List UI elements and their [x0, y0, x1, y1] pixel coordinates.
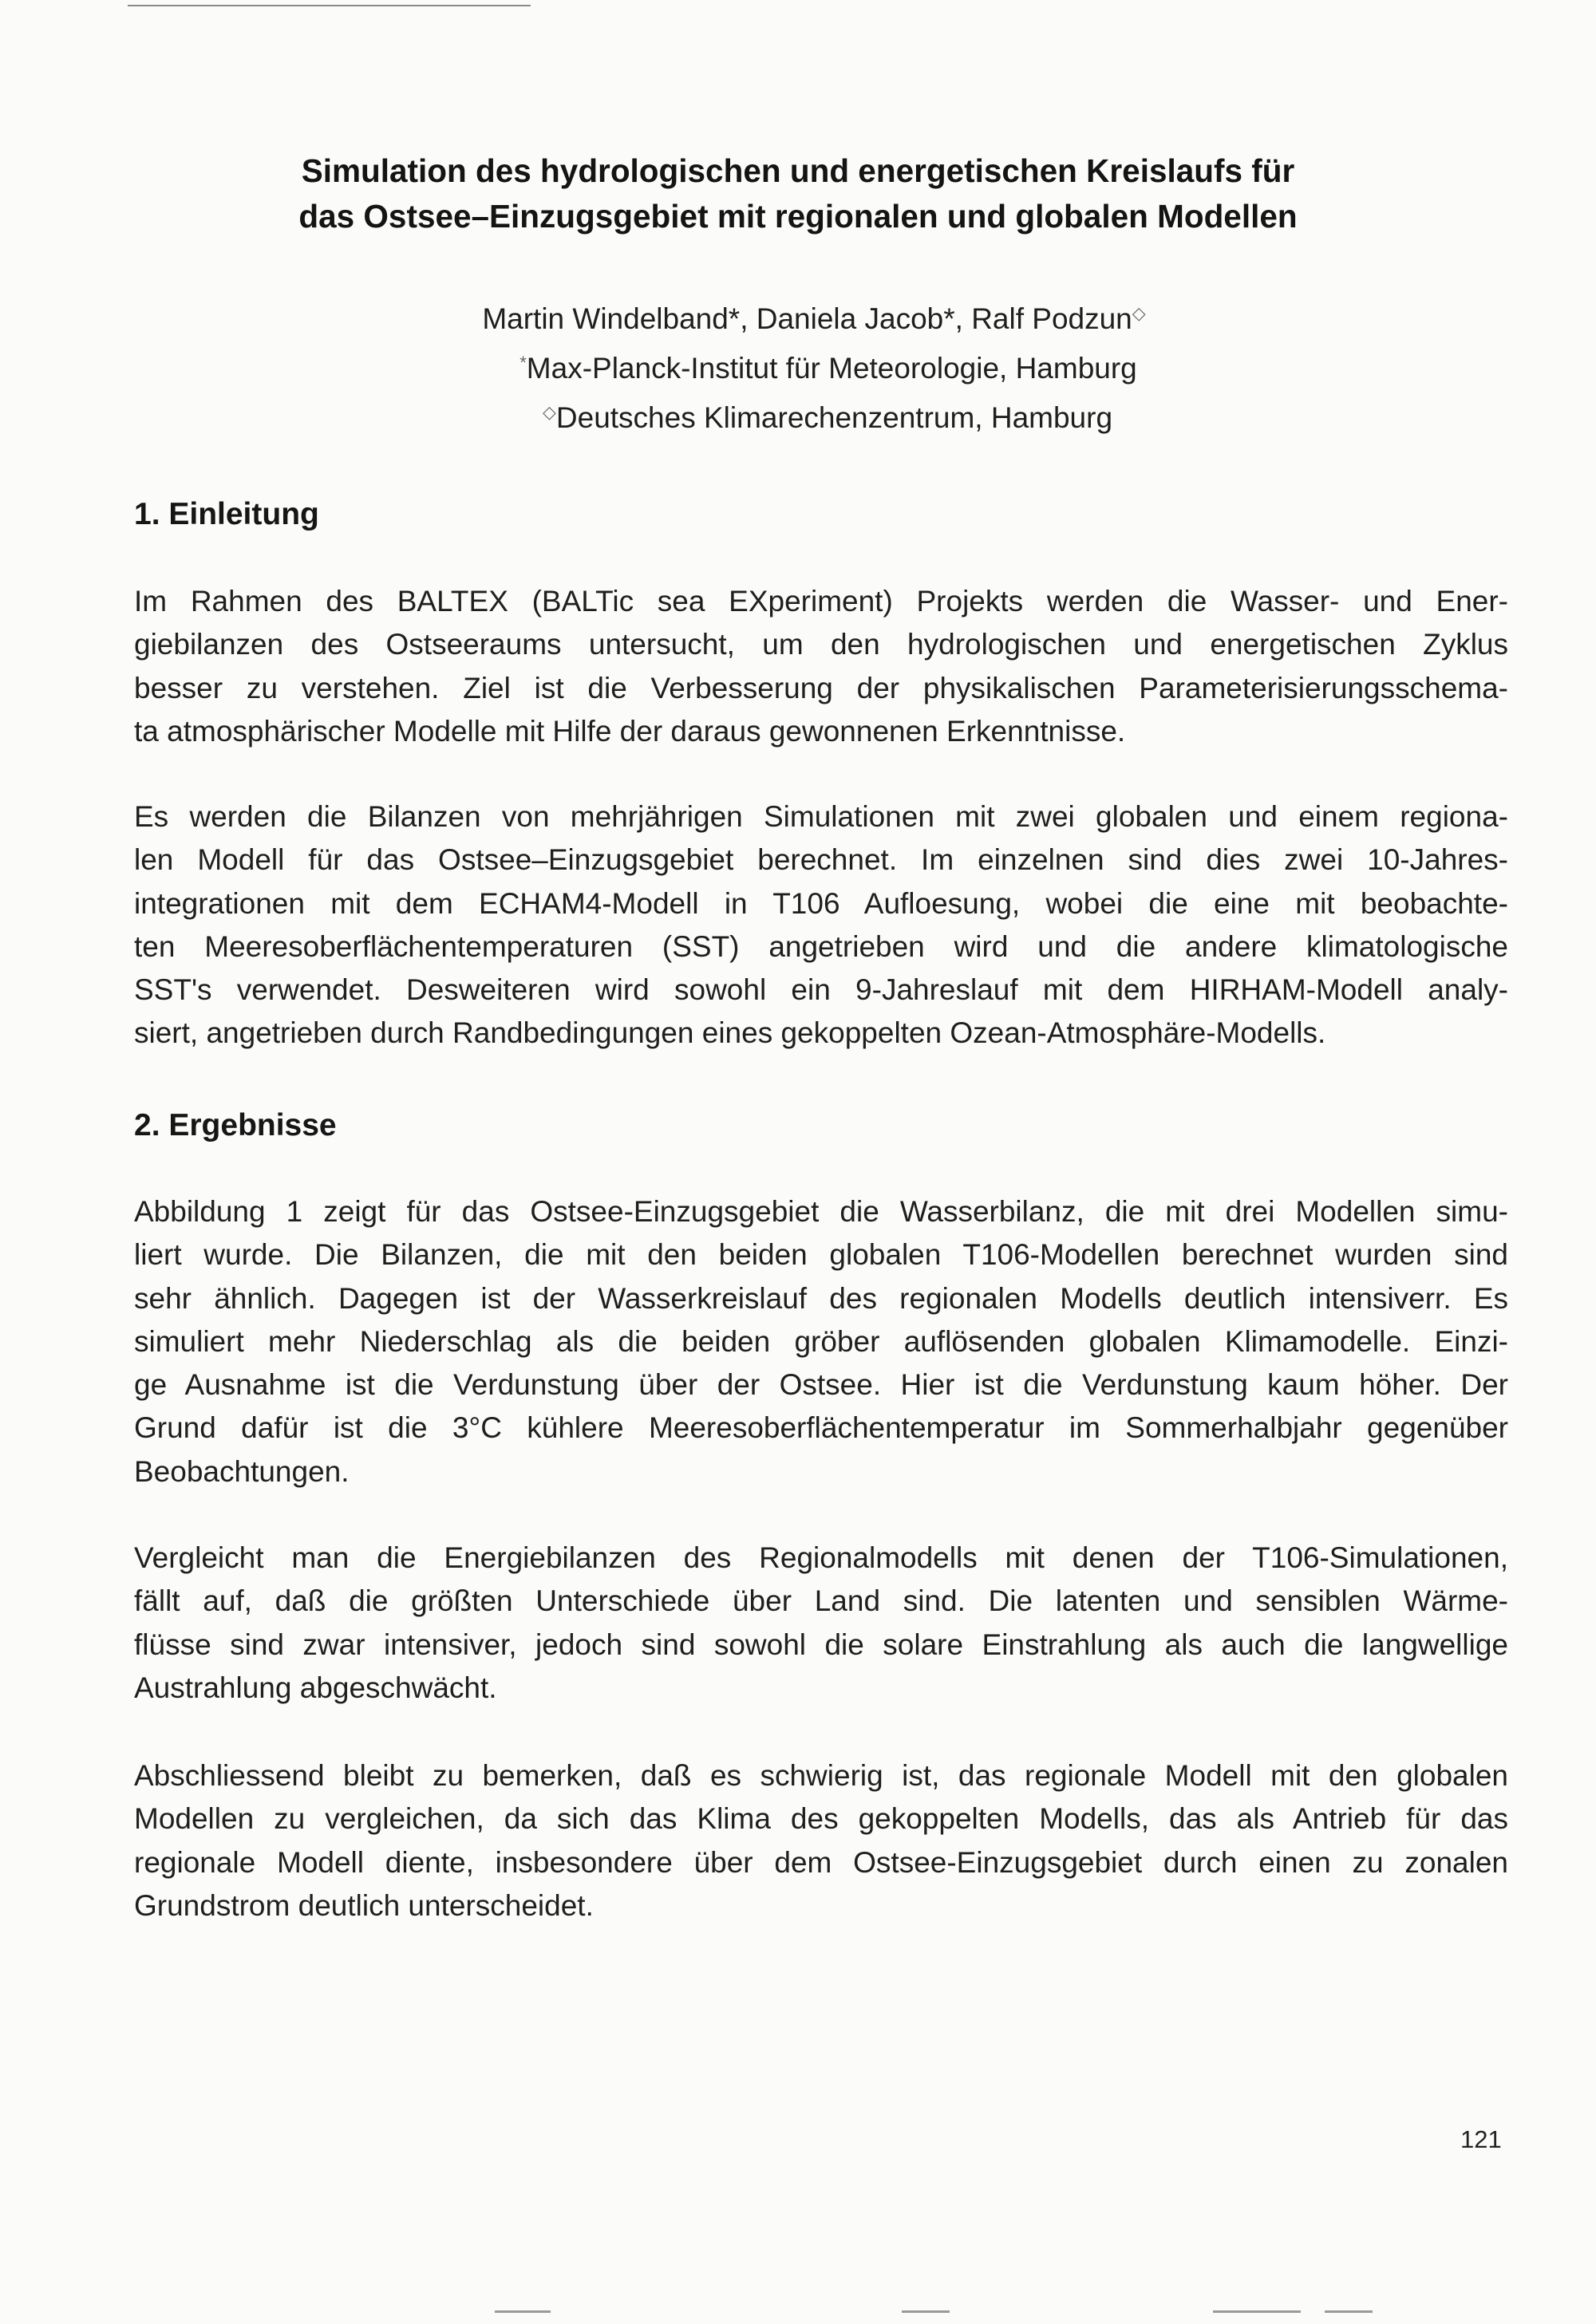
paper-title [0, 148, 1596, 239]
paragraph-einleitung-1 [134, 580, 1508, 753]
scan-mark [1213, 2310, 1301, 2313]
scan-mark [1325, 2310, 1373, 2313]
text-line: integrationen mit dem ECHAM4-Modell in T106 Aufloesung, wobei die eine mit beobachte- [134, 886, 1508, 920]
text-line: Beobachtungen. [134, 1454, 350, 1488]
text-line: Modellen zu vergleichen, da sich das Klima des gekoppelten Modells, das als Antrieb für das [134, 1802, 1508, 1836]
affiliation-1-line [61, 341, 1596, 390]
text-line: Abschliessend bleibt zu bemerken, daß es schwierig ist, das regionale Modell mit den globalen [134, 1759, 1508, 1792]
text-line: Vergleicht man die Energiebilanzen des Regionalmodells mit denen der T106-Simulationen, [134, 1541, 1508, 1574]
paragraph-ergebnisse-2 [134, 1537, 1508, 1710]
text-line: flüsse sind zwar intensiver, jedoch sind sowohl die solare Einstrahlung als auch die langwellige [134, 1628, 1508, 1661]
text-line: len Modell für das Ostsee–Einzugsgebiet berechnet. Im einzelnen sind dies zwei 10-Jahres- [134, 843, 1508, 877]
text-line: Es werden die Bilanzen von mehrjährigen Simulationen mit zwei globalen und einem regiona- [134, 800, 1508, 833]
section-heading-ergebnisse: 2. Ergebnisse [134, 1108, 337, 1142]
text-line: Austrahlung abgeschwächt. [134, 1671, 497, 1704]
author-block [0, 291, 1596, 440]
scan-edge-marks [0, 2310, 1596, 2315]
text-line: SST's verwendet. Desweiteren wird sowohl ein 9-Jahreslauf mit dem HIRHAM-Modell analy- [134, 973, 1508, 1007]
affiliation-mark-diamond: ◇ [542, 402, 556, 422]
paragraph-einleitung-2 [134, 795, 1508, 1055]
text-line: ge Ausnahme ist die Verdunstung über der Ostsee. Hier ist die Verdunstung kaum höher. Der [134, 1368, 1508, 1402]
text-line: ta atmosphärischer Modelle mit Hilfe der daraus gewonnenen Erkenntnisse. [134, 714, 1126, 748]
text-line: Im Rahmen des BALTEX (BALTic sea EXperiment) Projekts werden die Wasser- und Ener- [134, 585, 1508, 617]
affiliation-mark-diamond: ◇ [1132, 303, 1146, 323]
scan-mark [495, 2310, 551, 2313]
text-line: sehr ähnlich. Dagegen ist der Wasserkreislauf des regionalen Modells deutlich intensiverr. Es [134, 1281, 1508, 1315]
text-line: ten Meeresoberflächentemperaturen (SST) angetrieben wird und die andere klimatologische [134, 929, 1508, 963]
author-names-line [32, 291, 1596, 341]
text-line: Abbildung 1 zeigt für das Ostsee-Einzugsgebiet die Wasserbilanz, die mit drei Modellen simu- [134, 1195, 1508, 1228]
paragraph-ergebnisse-1 [134, 1190, 1508, 1493]
text-line: Grundstrom deutlich unterscheidet. [134, 1888, 594, 1922]
text-line: siert, angetrieben durch Randbedingungen eines gekoppelten Ozean-Atmosphäre-Modells. [134, 1016, 1326, 1050]
affiliation-1: Max-Planck-Institut für Meteorologie, Hamburg [526, 352, 1137, 385]
affiliation-2: Deutsches Klimarechenzentrum, Hamburg [555, 401, 1113, 434]
paragraph-ergebnisse-3 [134, 1754, 1508, 1927]
page-number: 121 [1460, 2125, 1502, 2153]
scan-mark [902, 2310, 950, 2313]
text-line: besser zu verstehen. Ziel ist die Verbesserung der physikalischen Parameterisierungsschema- [134, 671, 1508, 704]
affiliation-2-line [59, 390, 1596, 440]
title-line-2: das Ostsee–Einzugsgebiet mit regionalen und globalen Modellen [298, 198, 1298, 235]
text-line: liert wurde. Die Bilanzen, die mit den beiden globalen T106-Modellen berechnet wurden sind [134, 1238, 1508, 1272]
section-heading-einleitung: 1. Einleitung [134, 497, 319, 531]
text-line: fällt auf, daß die größten Unterschiede über Land sind. Die latenten und sensiblen Wärme- [134, 1584, 1508, 1618]
text-line: regionale Modell diente, insbesondere über dem Ostsee-Einzugsgebiet durch einen zu zonalen [134, 1845, 1508, 1879]
top-rule [128, 5, 531, 6]
author-names: Martin Windelband*, Daniela Jacob*, Ralf Podzun [482, 302, 1132, 335]
text-line: Grund dafür ist die 3°C kühlere Meeresoberflächentemperatur im Sommerhalbjahr gegenüber [134, 1411, 1508, 1445]
affiliation-mark-star: * [519, 353, 527, 373]
text-line: simuliert mehr Niederschlag als die beiden gröber auflösenden globalen Klimamodelle. Einzi- [134, 1324, 1508, 1358]
title-line-1: Simulation des hydrologischen und energetischen Kreislaufs für [301, 152, 1295, 189]
text-line: giebilanzen des Ostseeraums untersucht, um den hydrologischen und energetischen Zyklus [134, 628, 1508, 661]
